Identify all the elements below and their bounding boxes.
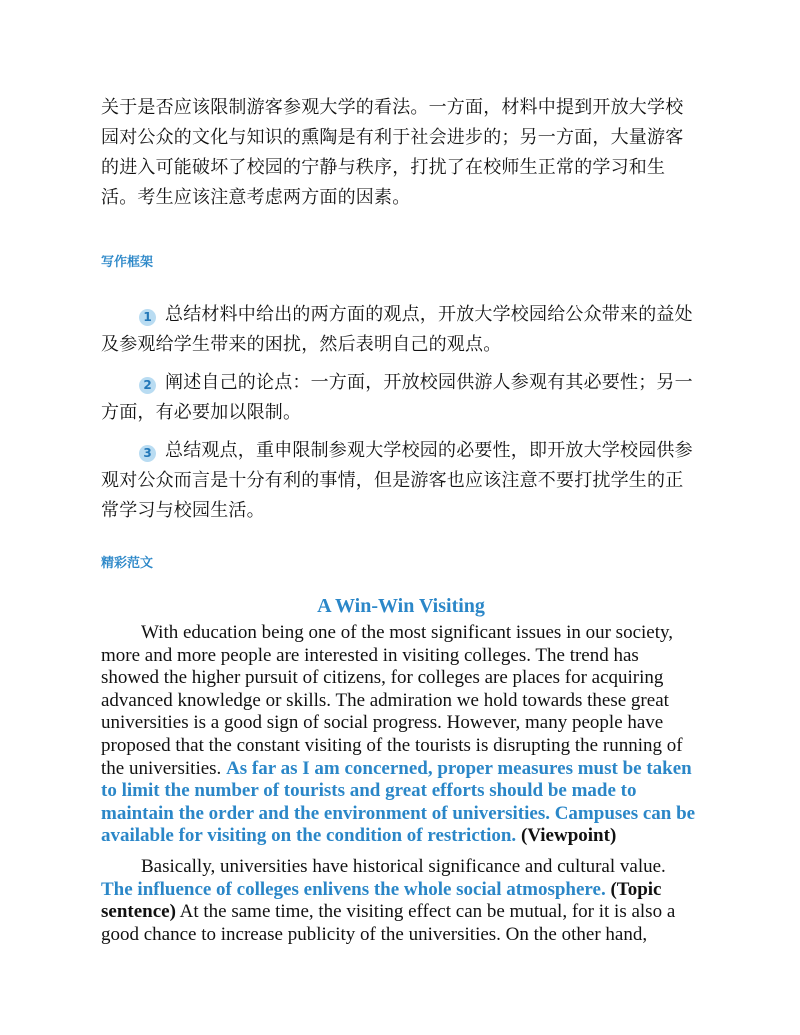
essay-title: A Win-Win Visiting xyxy=(317,595,485,617)
framework-item xyxy=(101,368,701,428)
number-badge-icon: 3 xyxy=(139,445,156,462)
document-page xyxy=(101,93,701,954)
sample-heading: 精彩范文 xyxy=(101,556,154,571)
intro-paragraph: 关于是否应该限制游客参观大学的看法。一方面，材料中提到开放大学校园对公众的文化与知识的熏陶是有利于社会进步的；另一方面，大量游客的进入可能破坏了校园的宁静与秩序，打扰了在校师生正常的学习和生活。考生应该注意考虑两方面的因素。 xyxy=(101,97,684,208)
viewpoint-tag: (Viewpoint) xyxy=(520,825,617,847)
framework-item-text: 阐述自己的论点：一方面，开放校园供游人参观有其必要性；另一方面，有必要加以限制。 xyxy=(101,372,693,423)
viewpoint-highlight: As far as I am concerned, proper measures must be taken to limit the number of tourists and great efforts should be made to maintain the order and the environment of universities. Campuses can be available for visiting on the condition of restriction. xyxy=(101,757,696,847)
framework-item-text: 总结观点，重申限制参观大学校园的必要性，即开放大学校园供参观对公众而言是十分有利的事情，但是游客也应该注意不要打扰学生的正常学习与校园生活。 xyxy=(101,440,693,521)
number-badge-icon: 2 xyxy=(139,377,156,394)
framework-item xyxy=(101,300,701,360)
framework-list xyxy=(101,300,701,526)
essay-paragraph-1: With education being one of the most significant issues in our society, more and more people are interested in visiting colleges. The trend has showed the higher pursuit of citizens, for colleges are places for acquiring advanced knowledge or skills. The admiration we hold towards these great universities is a good sign of social progress. However, many people have proposed that the constant visiting of the tourists is disrupting the running of the universities. As far as I am concerned, proper measures must be taken to limit the number of tourists and great efforts should be made to maintain the order and the environment of universities. Campuses can be available for visiting on the condition of restriction. (Viewpoint) xyxy=(101,622,696,847)
topic-sentence-tag: (Topic sentence) xyxy=(101,878,662,923)
essay-body xyxy=(101,622,701,946)
framework-heading: 写作框架 xyxy=(101,255,154,270)
framework-item-text: 总结材料中给出的两方面的观点，开放大学校园给公众带来的益处及参观给学生带来的困扰，然后表明自己的观点。 xyxy=(101,304,693,355)
framework-item xyxy=(101,436,701,526)
essay-paragraph-2: Basically, universities have historical significance and cultural value. The influence of colleges enlivens the whole social atmosphere. (Topic sentence) At the same time, the visiting effect can be mutual, for it is also a good chance to increase publicity of the universities. On the other hand, xyxy=(101,855,676,945)
topic-sentence-highlight: The influence of colleges enlivens the whole social atmosphere. xyxy=(101,878,606,900)
number-badge-icon: 1 xyxy=(139,309,156,326)
